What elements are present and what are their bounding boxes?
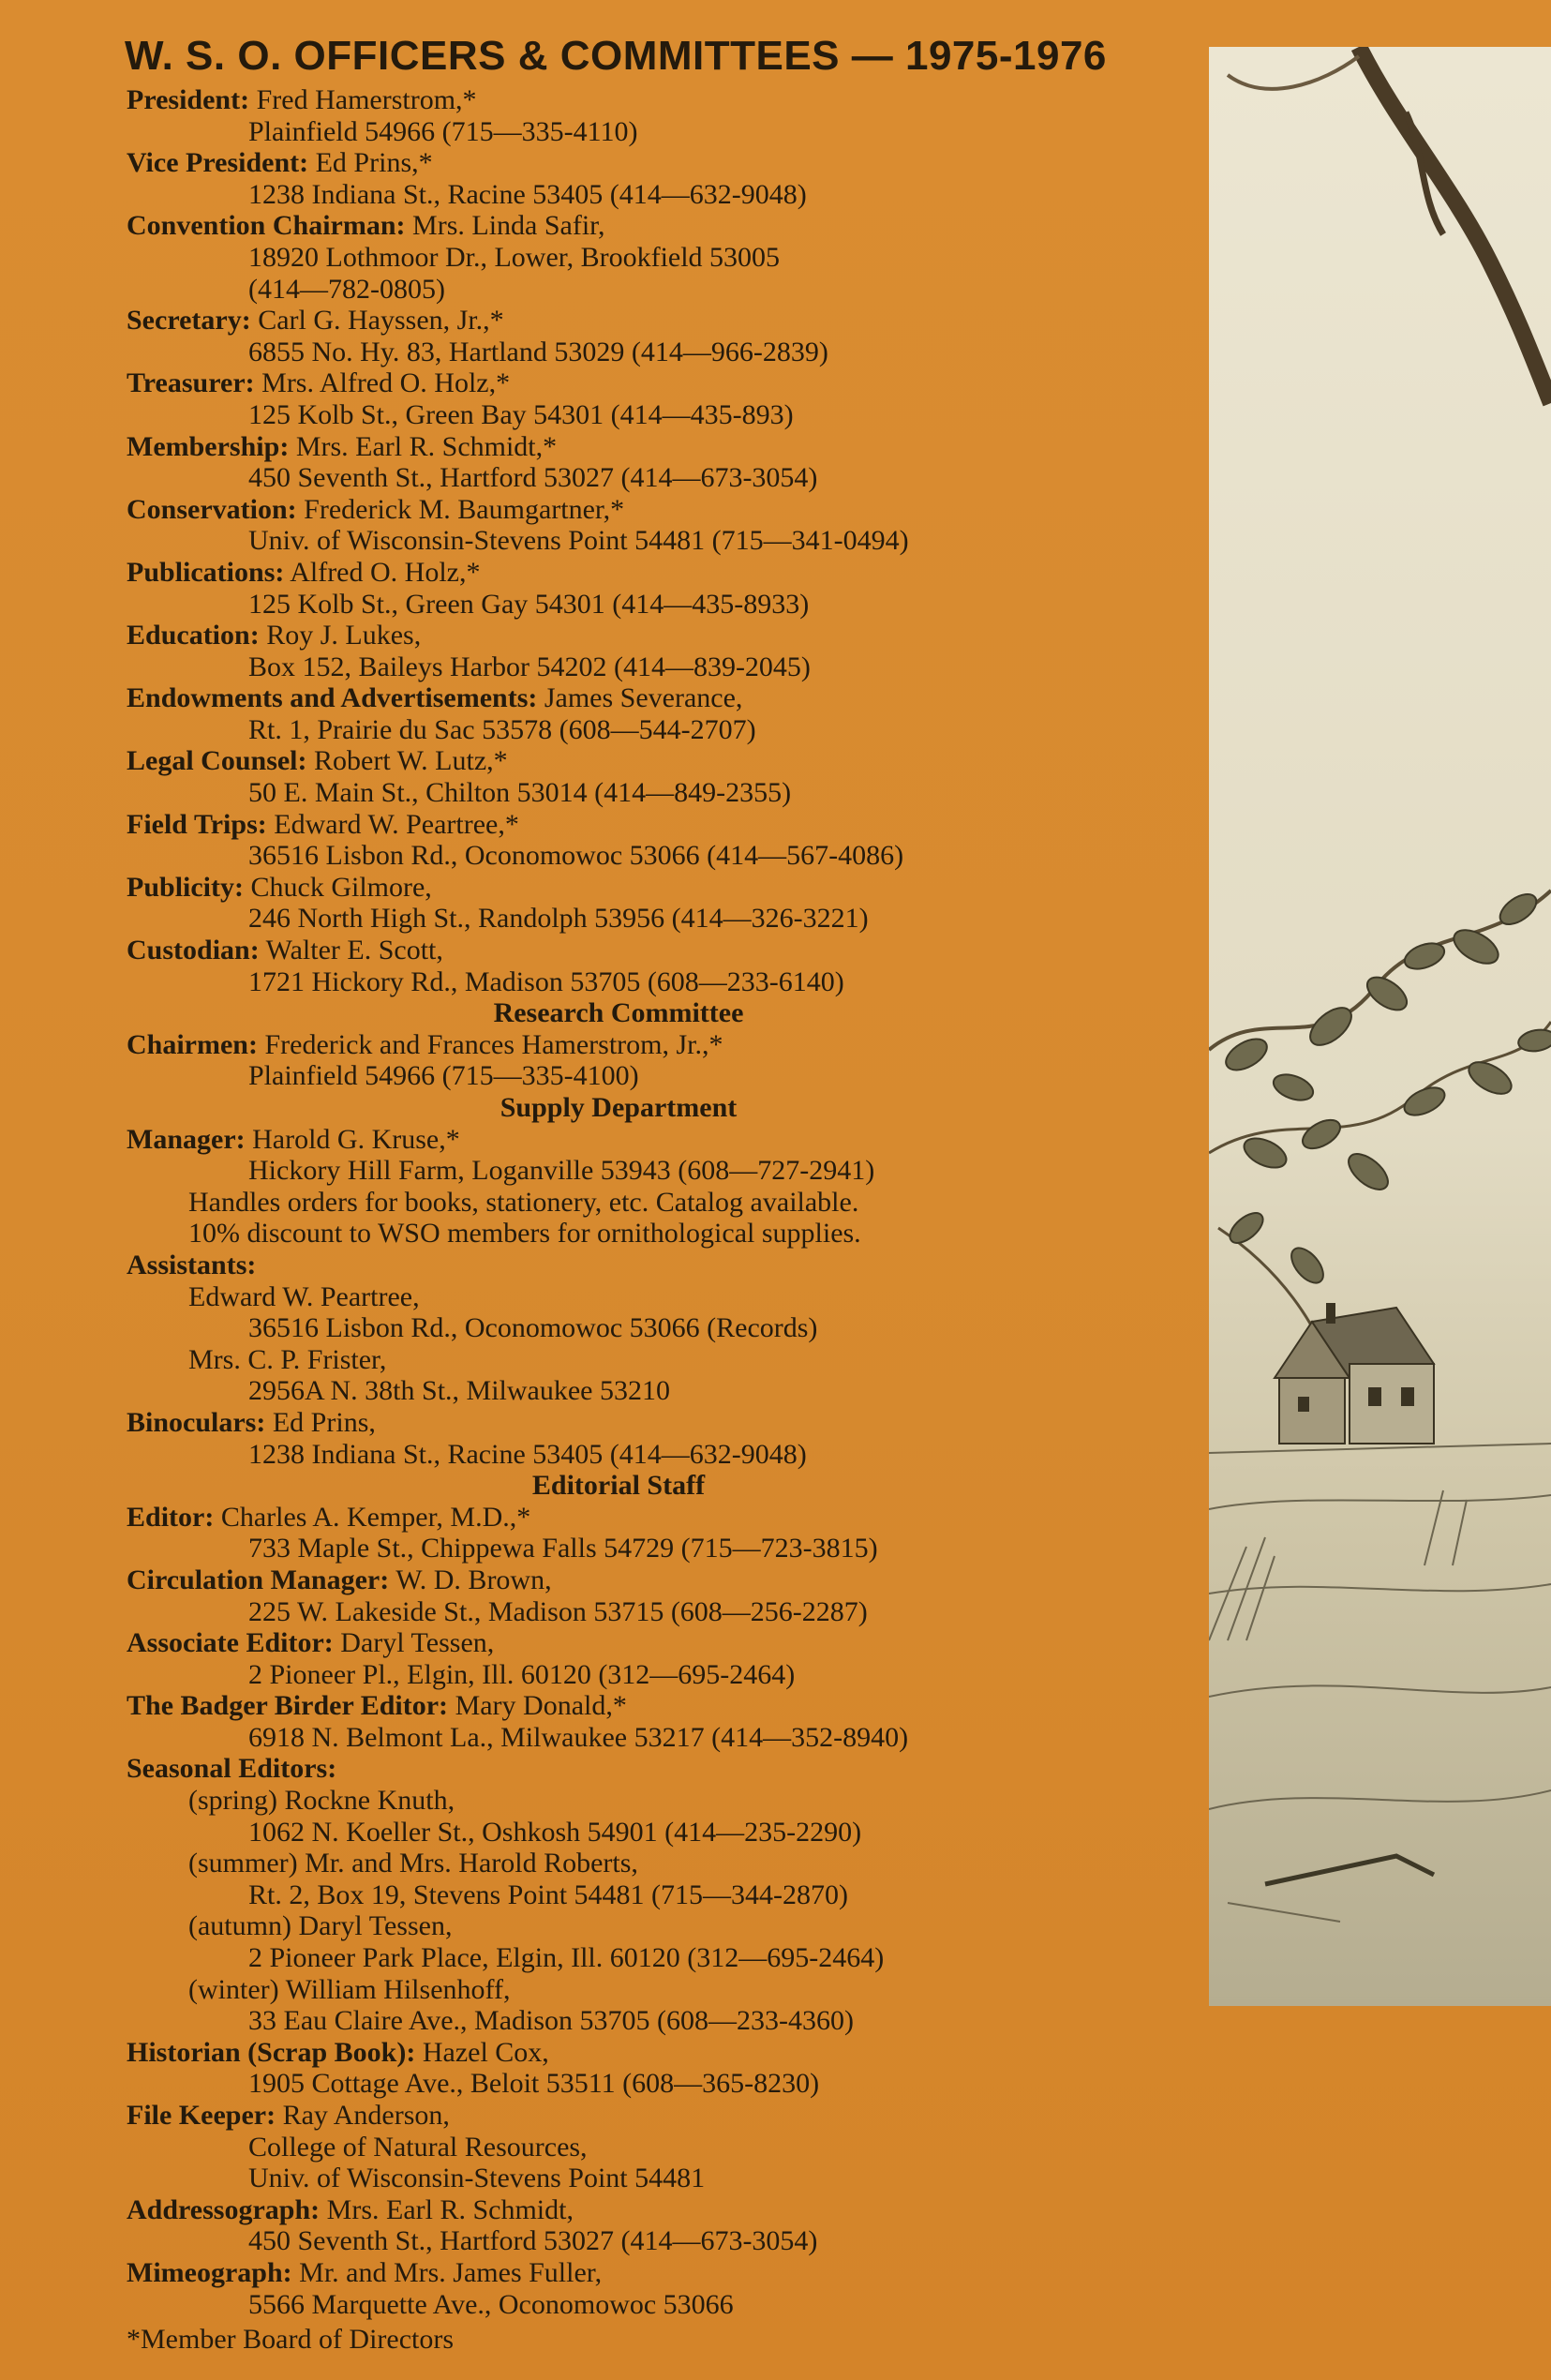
entry-detail-line: 2 Pioneer Pl., Elgin, Ill. 60120 (312—695-2464) — [248, 1658, 796, 1690]
entry-detail-line: 125 Kolb St., Green Bay 54301 (414—435-893) — [248, 398, 794, 430]
entry-detail-line: 2956A N. 38th St., Milwaukee 53210 — [248, 1375, 670, 1407]
officer-name: Fred Hamerstrom,* — [249, 84, 477, 115]
officer-entry — [127, 1627, 1073, 1690]
entry-detail-line: 36516 Lisbon Rd., Oconomowoc 53066 (414—567-4086) — [248, 840, 904, 872]
entry-detail-line: (autumn) Daryl Tessen, — [188, 1910, 453, 1942]
entry-heading-line — [127, 431, 1073, 463]
entry-detail-line: 50 E. Main St., Chilton 53014 (414—849-2355) — [248, 777, 792, 809]
role-label: Field Trips: — [127, 808, 267, 840]
role-label: Convention Chairman: — [127, 210, 406, 242]
vine-leaves — [1221, 889, 1551, 1289]
role-label: Assistants: — [127, 1249, 257, 1280]
officer-name: Daryl Tessen, — [333, 1627, 495, 1659]
entry-heading-line — [127, 210, 1073, 242]
officer-entry — [127, 2037, 1073, 2100]
officer-name: Ed Prins, — [265, 1406, 376, 1438]
role-label: File Keeper: — [127, 2100, 276, 2131]
section-heading: Supply Department — [500, 1092, 738, 1123]
entry-heading-line — [127, 2194, 1073, 2226]
entry-detail-line: (spring) Rockne Knuth, — [188, 1785, 455, 1817]
entry-heading-line — [127, 1502, 1073, 1534]
officer-name: James Severance, — [537, 682, 743, 714]
officer-entry — [127, 1753, 1073, 2036]
officer-entry — [127, 1407, 1073, 1470]
officer-entry — [127, 1502, 1073, 1564]
officer-name: Harold G. Kruse,* — [245, 1123, 460, 1155]
officer-name: Ed Prins,* — [308, 147, 433, 179]
entry-heading-line — [127, 84, 1073, 116]
entry-heading-line — [127, 872, 1073, 904]
officer-directory — [125, 28, 1107, 2356]
tree-branch — [1359, 47, 1551, 403]
entry-heading-line — [127, 1690, 1073, 1722]
officer-entry — [127, 809, 1073, 872]
entry-detail-line: Rt. 1, Prairie du Sac 53578 (608—544-2707) — [248, 713, 756, 745]
role-label: The Badger Birder Editor: — [127, 1690, 449, 1722]
officer-name: Mrs. Earl R. Schmidt,* — [289, 430, 558, 462]
officer-name: Robert W. Lutz,* — [306, 745, 508, 777]
entry-heading-line — [127, 682, 1073, 714]
officer-entry — [127, 1029, 1073, 1092]
entry-detail-line: 18920 Lothmoor Dr., Lower, Brookfield 53005 — [248, 241, 781, 273]
entry-detail-line: Plainfield 54966 (715—335-4110) — [248, 115, 638, 147]
role-label: Editor: — [127, 1501, 215, 1533]
role-label: Mimeograph: — [127, 2256, 292, 2288]
officer-entry — [127, 745, 1073, 808]
officer-name: Chuck Gilmore, — [244, 871, 432, 903]
entry-detail-line: 2 Pioneer Park Place, Elgin, Ill. 60120 (312—695-2464) — [248, 1942, 885, 1974]
entry-heading-line — [127, 620, 1073, 651]
officer-entry — [127, 557, 1073, 620]
entry-heading-line — [127, 147, 1073, 179]
section-heading: Editorial Staff — [531, 1470, 706, 1502]
entry-detail-line: 33 Eau Claire Ave., Madison 53705 (608—233-4360) — [248, 2005, 855, 2037]
role-label: Membership: — [127, 430, 290, 462]
entry-detail-line: Rt. 2, Box 19, Stevens Point 54481 (715—344-2870) — [248, 1879, 849, 1910]
officer-entry — [127, 935, 1073, 997]
officer-list — [127, 84, 1073, 2320]
entry-detail-line: Box 152, Baileys Harbor 54202 (414—839-2045) — [248, 651, 811, 682]
officer-entry — [127, 305, 1073, 367]
officer-name: Mrs. Alfred O. Holz,* — [254, 367, 511, 399]
entry-heading-line — [127, 1564, 1073, 1596]
officer-entry — [127, 367, 1073, 430]
entry-detail-line: Edward W. Peartree, — [188, 1280, 420, 1312]
farm-illustration — [1209, 47, 1551, 2006]
entry-heading-line — [127, 2257, 1073, 2289]
officer-entry — [127, 84, 1073, 147]
entry-detail-line: 6855 No. Hy. 83, Hartland 53029 (414—966-2839) — [248, 336, 828, 367]
officer-entry — [127, 872, 1073, 935]
role-label: Custodian: — [127, 935, 260, 966]
officer-entry — [127, 2257, 1073, 2320]
officer-name: Charles A. Kemper, M.D.,* — [214, 1501, 531, 1533]
officer-name: Ray Anderson, — [276, 2100, 450, 2131]
entry-detail-line: 1721 Hickory Rd., Madison 53705 (608—233-6140) — [248, 965, 844, 997]
entry-heading-line — [127, 935, 1073, 966]
entry-detail-line: 6918 N. Belmont La., Milwaukee 53217 (414—352-8940) — [248, 1721, 909, 1753]
officer-entry — [127, 494, 1073, 557]
role-label: Addressograph: — [127, 2193, 321, 2225]
entry-detail-line: (winter) William Hilsenhoff, — [188, 1973, 511, 2005]
entry-heading-line — [127, 305, 1073, 337]
officer-entry — [127, 682, 1073, 745]
officer-name: Walter E. Scott, — [259, 935, 443, 966]
role-label: Chairmen: — [127, 1028, 258, 1060]
entry-detail-line: 125 Kolb St., Green Gay 54301 (414—435-8933) — [248, 588, 810, 620]
entry-heading-line — [127, 1753, 1073, 1785]
entry-detail-line: Plainfield 54966 (715—335-4100) — [248, 1060, 639, 1092]
entry-detail-line: 1238 Indiana St., Racine 53405 (414—632-9048) — [248, 178, 807, 210]
section-heading: Research Committee — [493, 997, 744, 1029]
officer-entry — [127, 620, 1073, 682]
officer-name: Mr. and Mrs. James Fuller, — [291, 2256, 603, 2288]
entry-detail-line: 450 Seventh St., Hartford 53027 (414—673-3054) — [248, 2225, 818, 2257]
role-label: Vice President: — [127, 147, 309, 179]
officer-entry — [127, 431, 1073, 494]
entry-detail-line: Univ. of Wisconsin-Stevens Point 54481 — [248, 2163, 706, 2194]
role-label: Associate Editor: — [127, 1627, 334, 1659]
entry-heading-line — [127, 1029, 1073, 1061]
role-label: Endowments and Advertisements: — [127, 682, 538, 714]
entry-heading-line — [127, 2037, 1073, 2069]
role-label: Publicity: — [127, 871, 244, 903]
officer-name: Mrs. Linda Safir, — [405, 210, 605, 242]
entry-heading-line — [127, 1627, 1073, 1659]
officer-name: Carl G. Hayssen, Jr.,* — [250, 305, 504, 337]
board-footnote: *Member Board of Directors — [127, 2324, 455, 2356]
entry-heading-line — [127, 745, 1073, 777]
entry-heading-line — [127, 1250, 1073, 1281]
officer-name: Frederick and Frances Hamerstrom, Jr.,* — [257, 1028, 723, 1060]
entry-heading-line — [127, 2100, 1073, 2132]
officer-name: Mrs. Earl R. Schmidt, — [320, 2193, 574, 2225]
farmhouse — [1275, 1303, 1434, 1444]
entry-detail-line: 1905 Cottage Ave., Beloit 53511 (608—365-8230) — [248, 2068, 820, 2100]
entry-heading-line — [127, 1124, 1073, 1156]
entry-detail-line: 450 Seventh St., Hartford 53027 (414—673-3054) — [248, 462, 818, 494]
entry-detail-line: 36516 Lisbon Rd., Oconomowoc 53066 (Records) — [248, 1312, 818, 1344]
role-label: Binoculars: — [127, 1406, 266, 1438]
page-title: W. S. O. OFFICERS & COMMITTEES — 1975-1976 — [125, 33, 1107, 79]
entry-detail-line: (414—782-0805) — [248, 273, 445, 305]
officer-name: Edward W. Peartree,* — [266, 808, 519, 840]
entry-heading-line — [127, 494, 1073, 526]
entry-heading-line — [127, 809, 1073, 841]
officer-entry — [127, 1690, 1073, 1753]
entry-detail-line: 246 North High St., Randolph 53956 (414—326-3221) — [248, 903, 869, 935]
entry-detail-line: 5566 Marquette Ave., Oconomowoc 53066 — [248, 2288, 734, 2320]
entry-detail-line: Univ. of Wisconsin-Stevens Point 54481 (715—341-0494) — [248, 525, 909, 557]
officer-name: W. D. Brown, — [389, 1564, 552, 1595]
officer-name: Hazel Cox, — [415, 2036, 549, 2068]
field-grass — [1209, 1444, 1551, 1922]
role-label: Publications: — [127, 556, 285, 588]
entry-heading-line — [127, 557, 1073, 589]
role-label: Manager: — [127, 1123, 246, 1155]
entry-detail-line: College of Natural Resources, — [248, 2131, 588, 2163]
officer-name: Frederick M. Baumgartner,* — [296, 493, 625, 525]
officer-name: Mary Donald,* — [448, 1690, 627, 1722]
role-label: Conservation: — [127, 493, 297, 525]
role-label: Seasonal Editors: — [127, 1753, 337, 1785]
entry-detail-line: 1062 N. Koeller St., Oshkosh 54901 (414—235-2290) — [248, 1816, 862, 1848]
role-label: Education: — [127, 620, 260, 651]
officer-entry — [127, 1250, 1073, 1407]
illustration-drawing — [1209, 47, 1551, 2006]
entry-detail-line: Mrs. C. P. Frister, — [188, 1343, 387, 1375]
role-label: Legal Counsel: — [127, 745, 307, 777]
role-label: Circulation Manager: — [127, 1564, 390, 1595]
role-label: Secretary: — [127, 305, 251, 337]
officer-name: Roy J. Lukes, — [259, 620, 422, 651]
entry-detail-line: Handles orders for books, stationery, etc. Catalog available. — [188, 1186, 859, 1218]
role-label: Treasurer: — [127, 367, 255, 399]
entry-detail-line: 225 W. Lakeside St., Madison 53715 (608—256-2287) — [248, 1595, 868, 1627]
entry-detail-line: 10% discount to WSO members for ornithological supplies. — [188, 1218, 861, 1250]
entry-heading-line — [127, 367, 1073, 399]
role-label: President: — [127, 84, 250, 115]
entry-detail-line: 1238 Indiana St., Racine 53405 (414—632-9048) — [248, 1438, 807, 1470]
officer-entry — [127, 2194, 1073, 2257]
officer-entry — [127, 1124, 1073, 1250]
officer-entry — [127, 210, 1073, 305]
entry-heading-line — [127, 1407, 1073, 1439]
entry-detail-line: Hickory Hill Farm, Loganville 53943 (608—727-2941) — [248, 1155, 875, 1187]
officer-entry — [127, 1564, 1073, 1627]
entry-detail-line: (summer) Mr. and Mrs. Harold Roberts, — [188, 1848, 638, 1879]
role-label: Historian (Scrap Book): — [127, 2036, 416, 2068]
officer-entry — [127, 147, 1073, 210]
officer-name: Alfred O. Holz,* — [284, 556, 481, 588]
entry-detail-line: 733 Maple St., Chippewa Falls 54729 (715—723-3815) — [248, 1533, 878, 1564]
officer-entry — [127, 2100, 1073, 2194]
